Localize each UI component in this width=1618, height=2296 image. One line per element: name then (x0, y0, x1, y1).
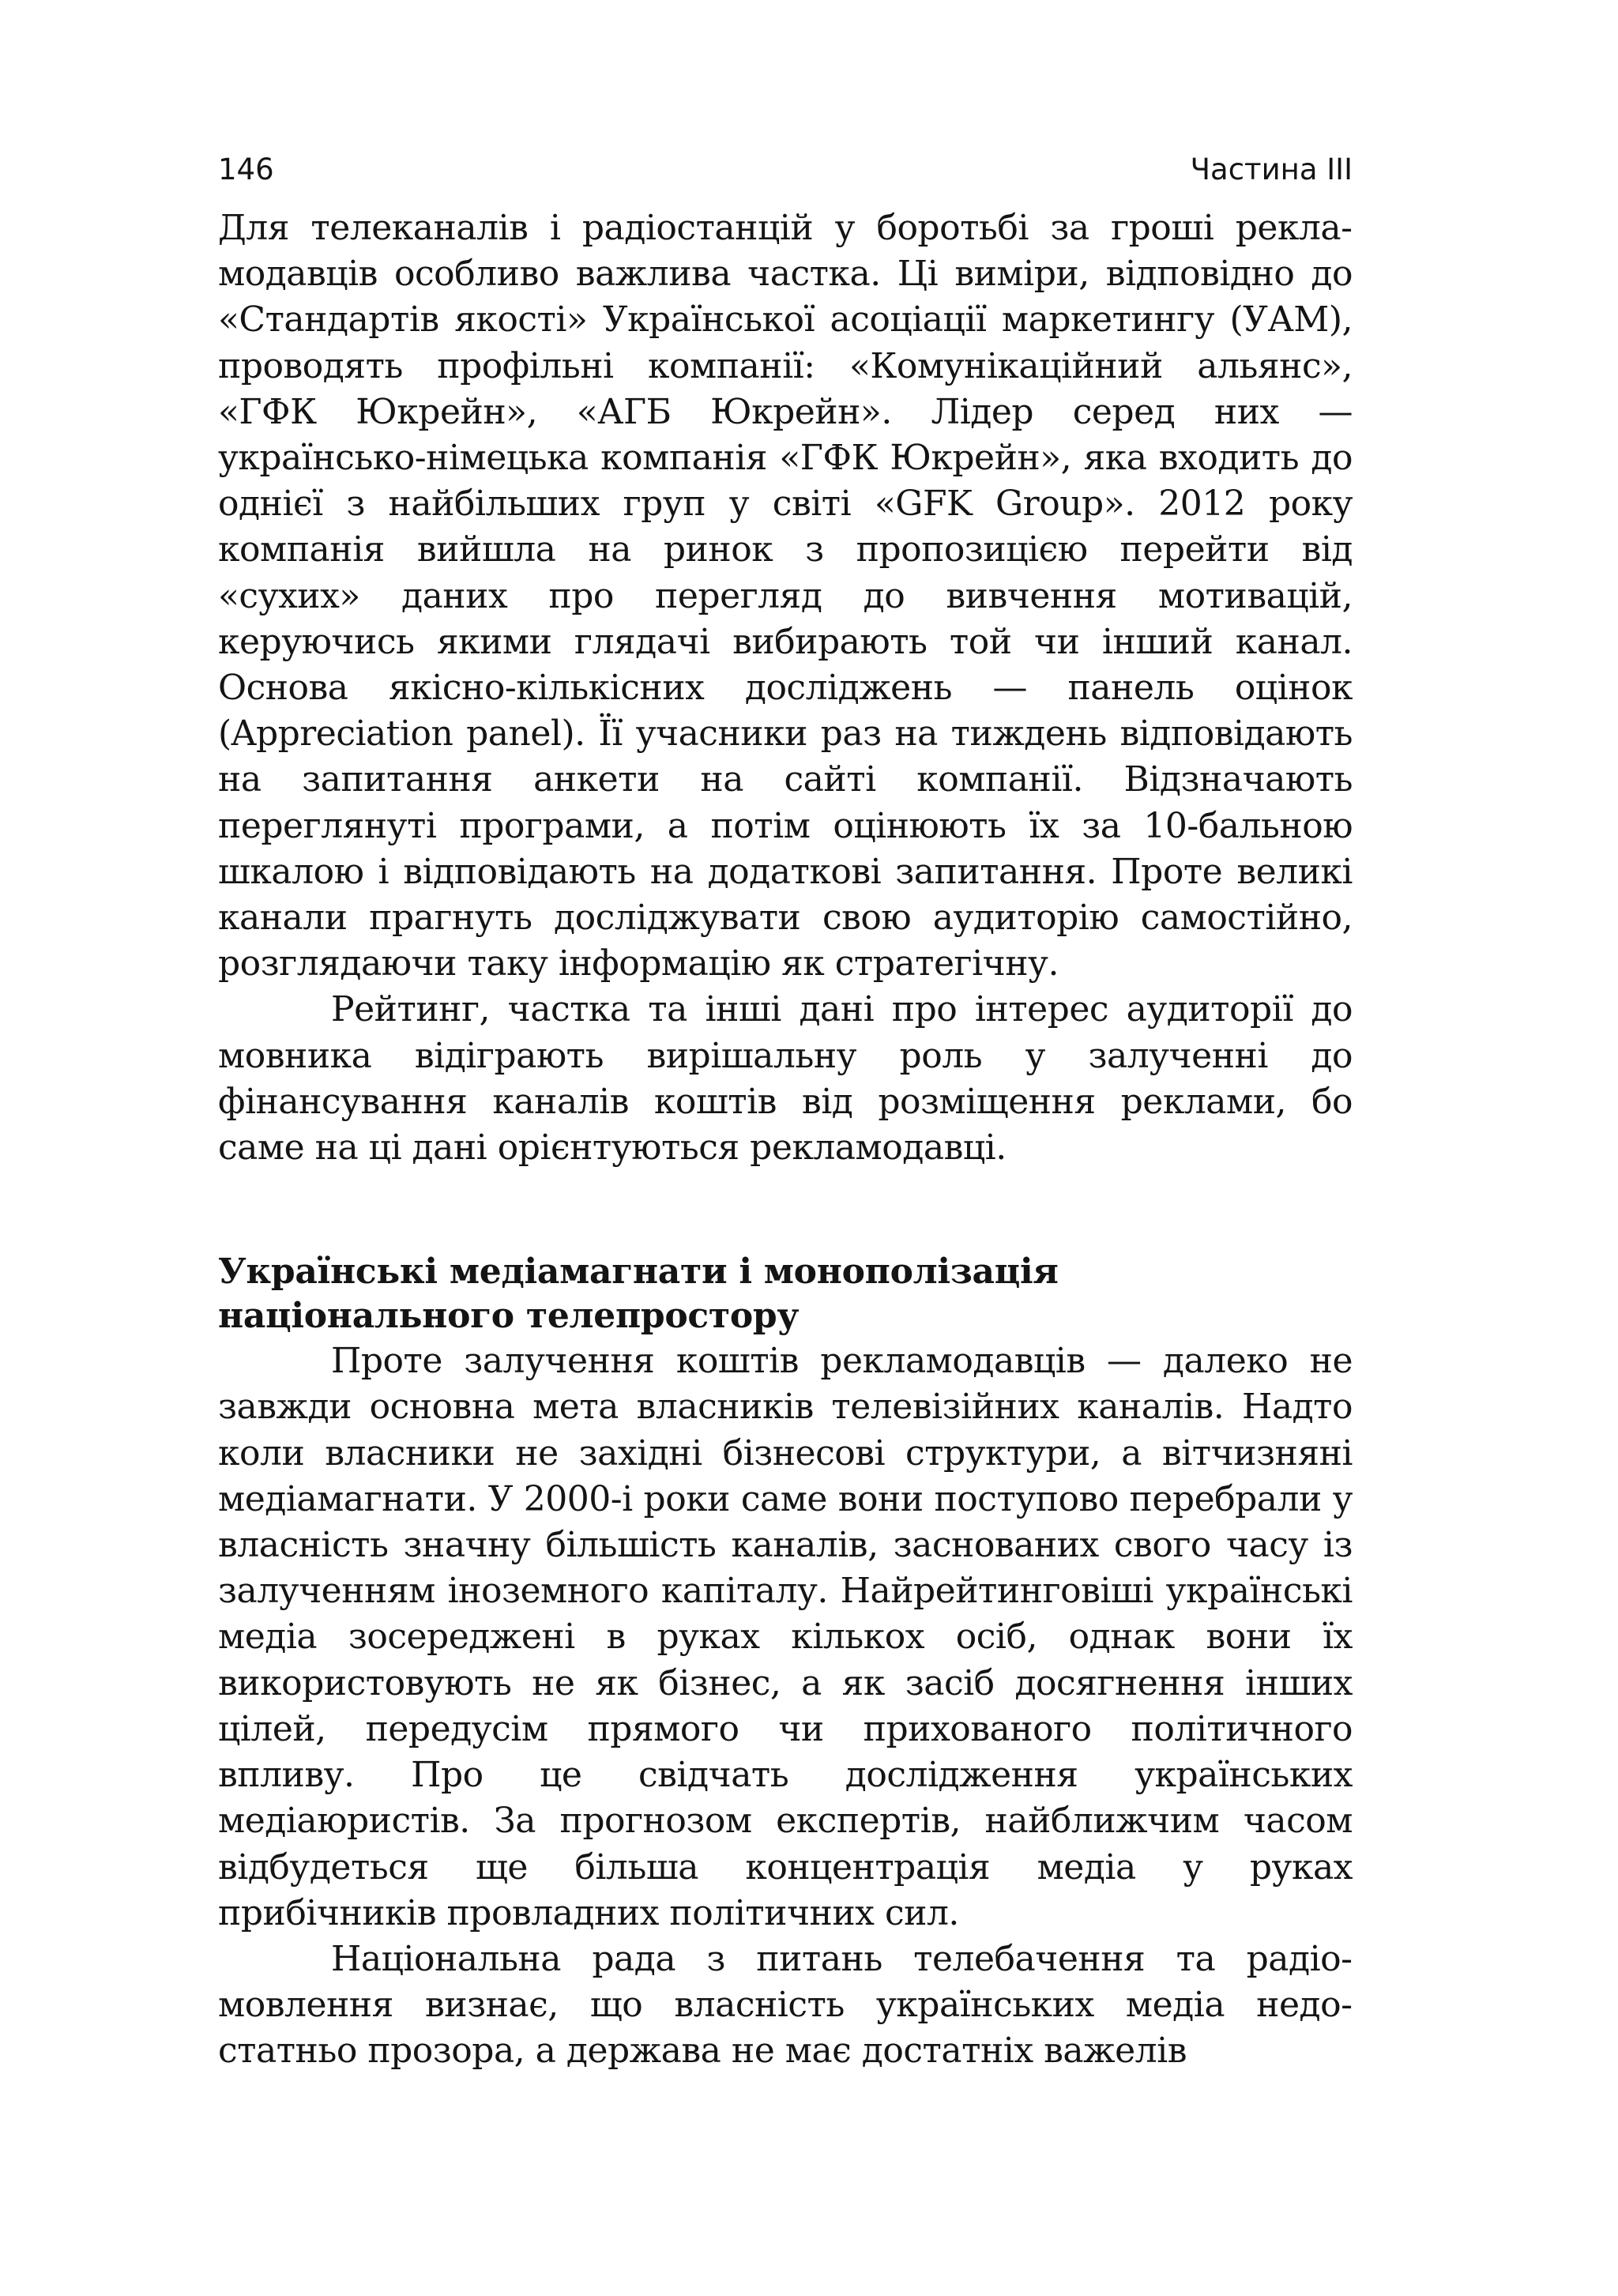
paragraph-national-council: Національна рада з питань телебачення та радіомовлення визнає, що власність українських медіа недостатньо прозора, а держава не має достатніх важелів (218, 1938, 1353, 2072)
paragraph-media-magnates: Проте залучення коштів рекламодавців — далеко не завжди основна мета власників телевізійних каналів. Надто коли власники не західні бізнесові структури, а вітчизняні медіамагнати. У 2000-і роки саме вони поступово перебрали у власність значну більшість каналів, заснованих свого часу із залученням іноземного капіталу. Найрейтинговіші українські медіа зосереджені в руках кількох осіб, однак вони їх використовують не як бізнес, а як засіб досягнення інших цілей, передусім прямого чи прихованого політичного впливу. Про це свідчать дослідження українських медіаюристів. За прогнозом експертів, найближчим часом відбудеться ще більша концентрація медіа у руках прибічників провладних політичних сил. (218, 1341, 1353, 1933)
paragraph-audience-share: Для телеканалів і радіостанцій у боротьбі за гроші рекламодавців особливо важлива частка. Ці виміри, відповідно до «Стандартів якості» Української асоціації маркетингу (УАМ), проводять профільні компанії: «Комунікаційний альянс», «ГФК Юкрейн», «АГБ Юкрейн». Лідер серед них — українсько-німецька компанія «ГФК Юкрейн», яка входить до однієї з найбільших груп у світі «GFK Group». 2012 року компанія вийшла на ринок з пропозицією перейти від «сухих» даних про перегляд до вивчення мотивацій, керуючись якими глядачі вибирають той чи інший канал. Основа якісно-кількісних досліджень — панель оцінок (Appreciation panel). Її учасники раз на тиждень відповідають на запитання анкети на сайті компанії. Відзначають переглянуті програми, а потім оцінюють їх за 10-бальною шкалою і відповідають на додаткові запитання. Проте великі канали прагнуть досліджувати свою аудиторію самостійно, розглядаючи таку інформацію як стратегічну. (218, 208, 1353, 984)
part-label: Частина ІІІ (1190, 152, 1353, 186)
body-text (218, 205, 1353, 2075)
paragraph-rating-role: Рейтинг, частка та інші дані про інтерес аудиторії до мовника відіграють вирішальну роль у залученні до фінансування каналів коштів від розміщення реклами, бо саме на ці дані орієнтуються рекламодавці. (218, 989, 1353, 1169)
running-head (218, 150, 1353, 205)
page-number: 146 (218, 152, 274, 186)
section-heading: Українські медіамагнати і монополізація національного телепростору (218, 1252, 1059, 1337)
book-page (218, 150, 1353, 2220)
